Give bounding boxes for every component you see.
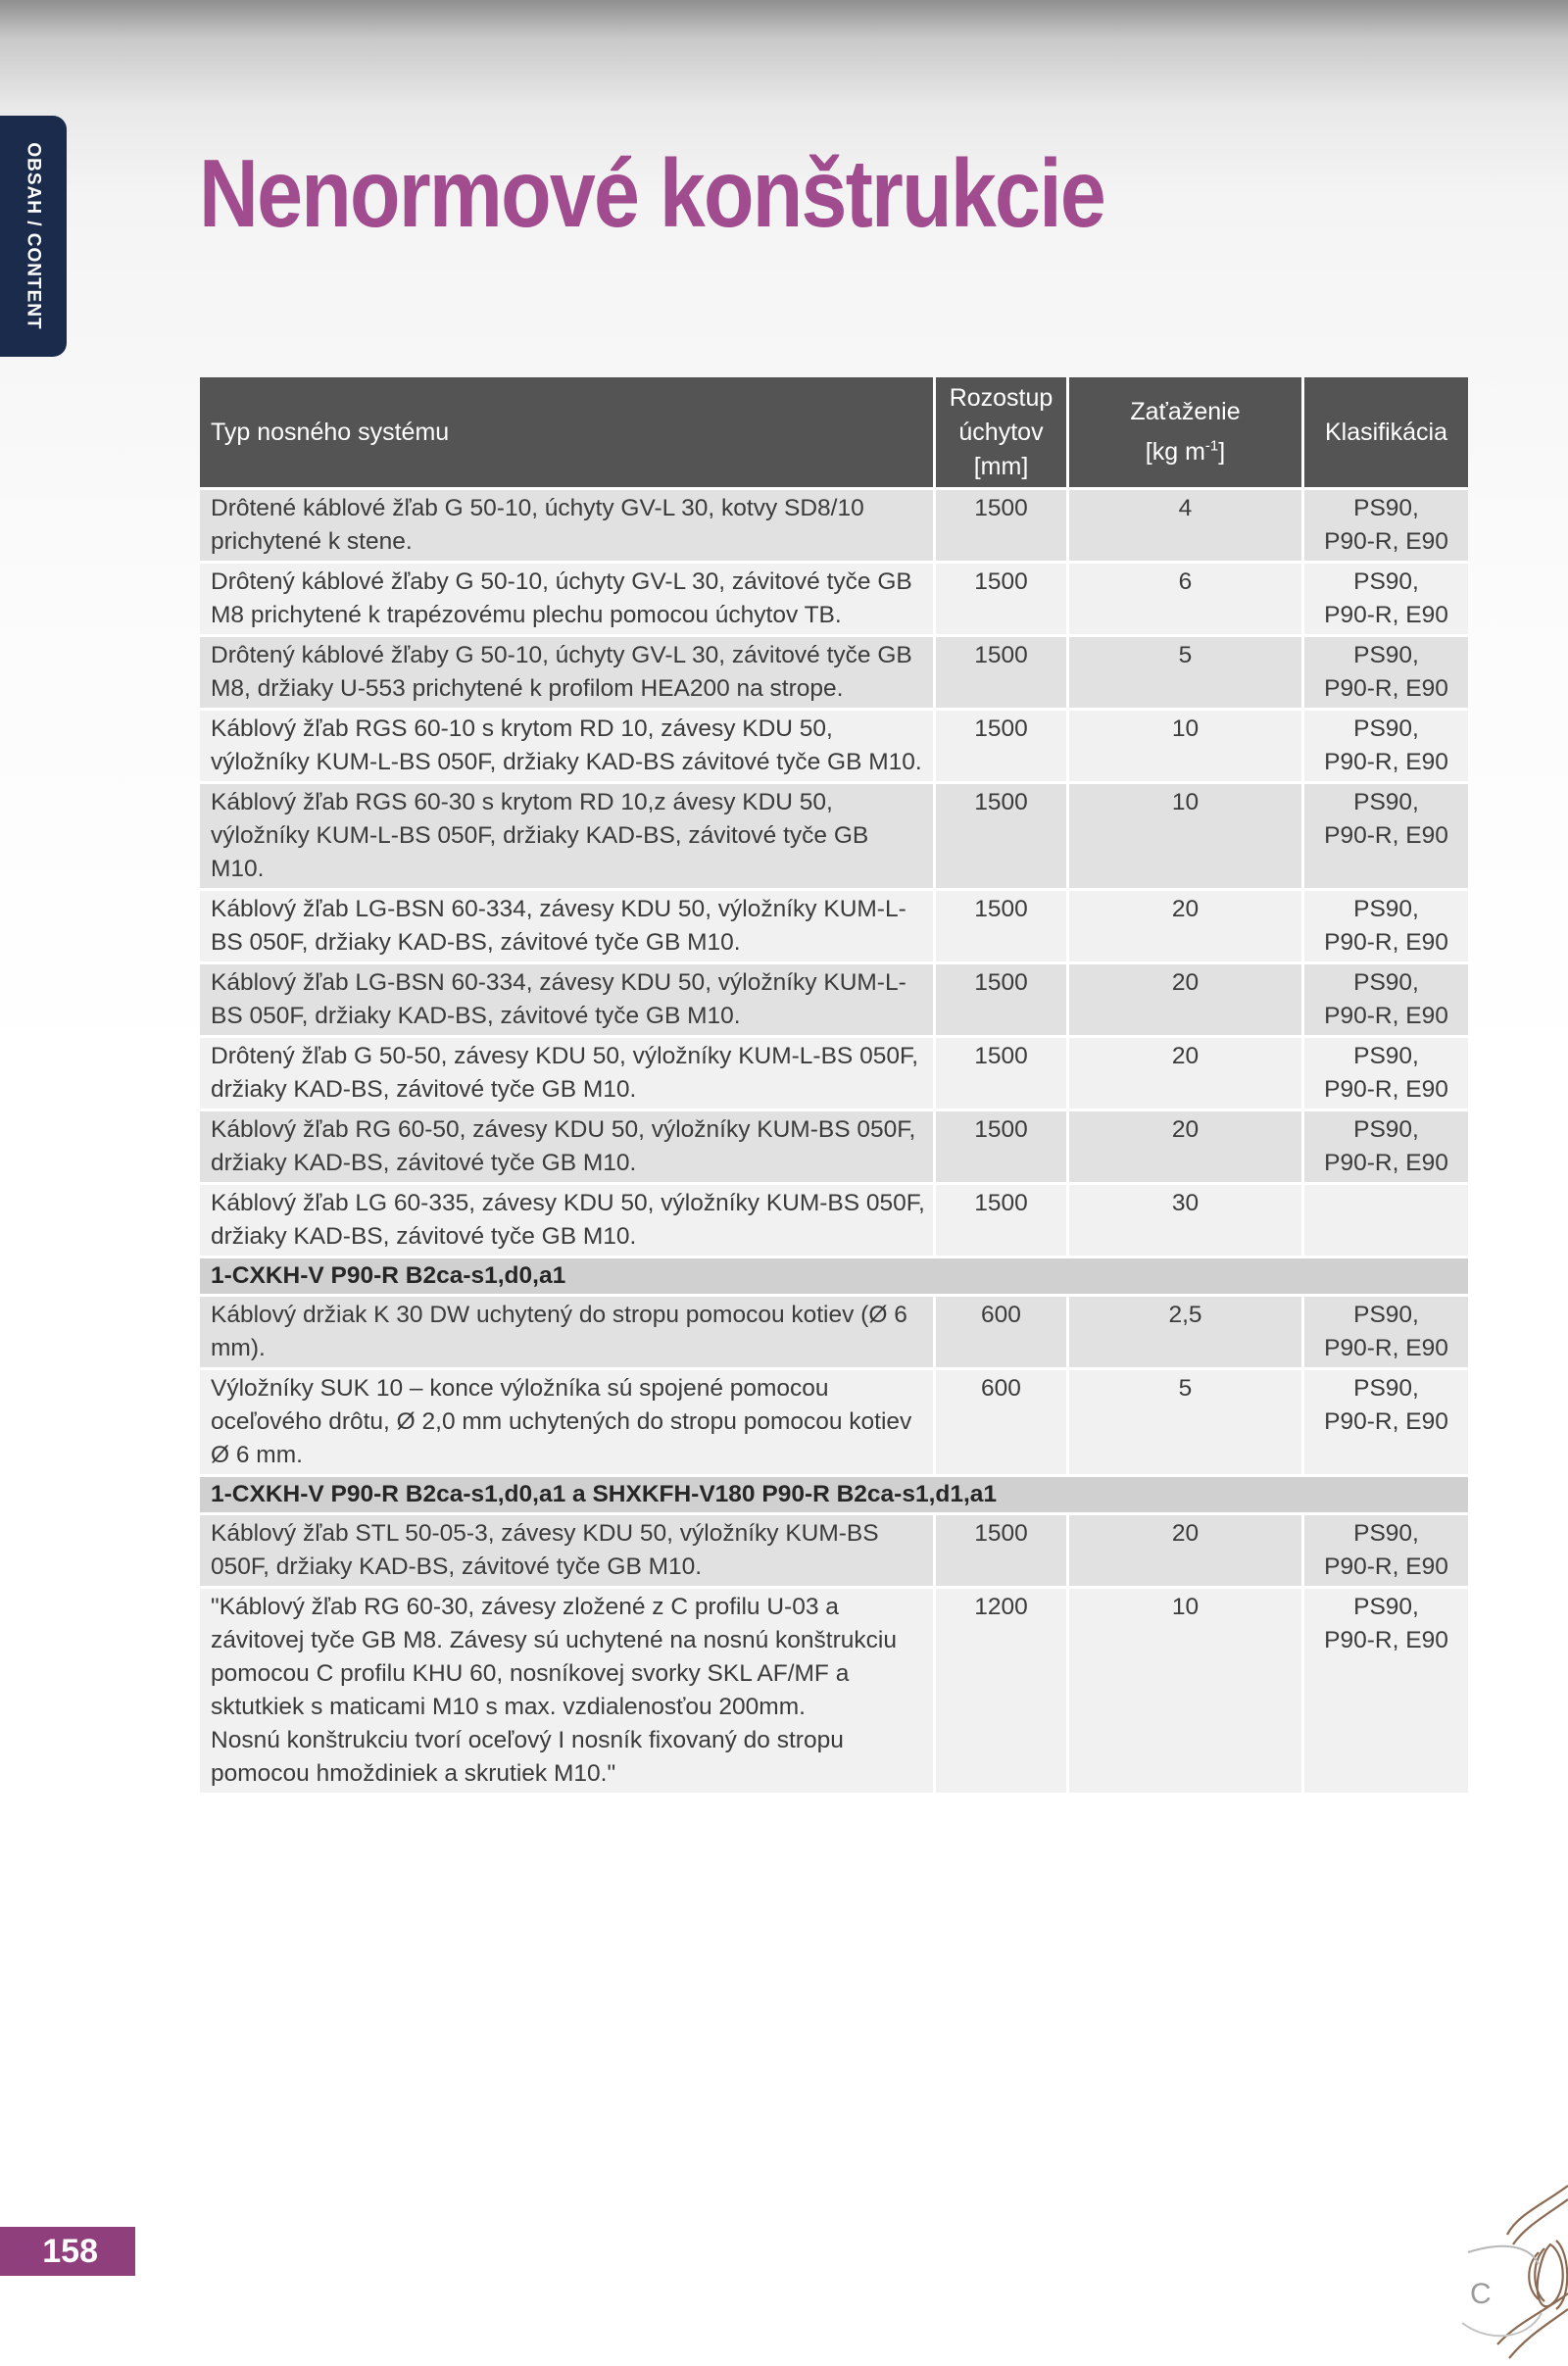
cell-spacing: 1500 <box>936 487 1069 561</box>
cable-coil-outline-icon <box>1468 2246 1539 2264</box>
cell-spacing: 1200 <box>936 1586 1069 1793</box>
table-row <box>200 1586 1468 1793</box>
cell-load: 10 <box>1069 708 1304 781</box>
cell-classification: PS90, P90-R, E90 <box>1304 961 1468 1035</box>
unit-exponent: -1 <box>1204 437 1219 455</box>
table-row <box>200 1512 1468 1586</box>
cell-classification: PS90, P90-R, E90 <box>1304 888 1468 961</box>
cell-load: 5 <box>1069 634 1304 708</box>
table-row <box>200 487 1468 561</box>
cable-coil-graphic <box>1448 2176 1568 2366</box>
cell-classification: PS90, P90-R, E90 <box>1304 1512 1468 1586</box>
cell-description: Drôtený káblové žľaby G 50-10, úchyty GV-L 30, závitové tyče GB M8 prichytené k trapézovému plechu pomocou úchytov TB. <box>200 561 936 634</box>
table-row <box>200 1294 1468 1367</box>
cell-description: Výložníky SUK 10 – konce výložníka sú spojené pomocou oceľového drôtu, Ø 2,0 mm uchytených do stropu pomocou kotiev Ø 6 mm. <box>200 1367 936 1474</box>
cell-description: Káblový žľab LG 60-335, závesy KDU 50, výložníky KUM-BS 050F, držiaky KAD-BS, závitové tyče GB M10. <box>200 1182 936 1256</box>
cell-spacing: 1500 <box>936 1109 1069 1182</box>
cell-load: 20 <box>1069 1512 1304 1586</box>
cell-load: 2,5 <box>1069 1294 1304 1367</box>
table-row <box>200 1367 1468 1474</box>
cell-spacing: 1500 <box>936 1512 1069 1586</box>
cell-classification: PS90, P90-R, E90 <box>1304 708 1468 781</box>
cell-description: Káblový žľab RG 60-50, závesy KDU 50, výložníky KUM-BS 050F, držiaky KAD-BS, závitové tyče GB M10. <box>200 1109 936 1182</box>
cell-description: Káblový žľab STL 50-05-3, závesy KDU 50, výložníky KUM-BS 050F, držiaky KAD-BS, závitové tyče GB M10. <box>200 1512 936 1586</box>
systems-table <box>200 377 1468 1793</box>
cell-spacing: 1500 <box>936 888 1069 961</box>
cell-spacing: 600 <box>936 1294 1069 1367</box>
section-row <box>200 1256 1468 1294</box>
cable-coil-icon <box>1497 2186 1568 2358</box>
table-row <box>200 634 1468 708</box>
cell-classification: PS90, P90-R, E90 <box>1304 781 1468 888</box>
cell-classification: PS90, P90-R, E90 <box>1304 1109 1468 1182</box>
cell-spacing: 600 <box>936 1367 1069 1474</box>
table-row <box>200 708 1468 781</box>
header-type: Typ nosného systému <box>200 377 936 487</box>
cell-description: Káblový žľab RGS 60-30 s krytom RD 10,z ávesy KDU 50, výložníky KUM-L-BS 050F, držiaky KAD-BS, závitové tyče GB M10. <box>200 781 936 888</box>
cell-classification: PS90, P90-R, E90 <box>1304 487 1468 561</box>
cell-load: 20 <box>1069 1035 1304 1109</box>
header-spacing: Rozostup úchytov [mm] <box>936 377 1069 487</box>
cell-description: Káblový žľab RGS 60-10 s krytom RD 10, závesy KDU 50, výložníky KUM-L-BS 050F, držiaky KAD-BS závitové tyče GB M10. <box>200 708 936 781</box>
table-row <box>200 961 1468 1035</box>
cell-classification: PS90, P90-R, E90 <box>1304 1294 1468 1367</box>
section-heading: 1-CXKH-V P90-R B2ca-s1,d0,a1 <box>200 1256 1468 1294</box>
cell-spacing: 1500 <box>936 708 1069 781</box>
cell-description: Drôtené káblové žľab G 50-10, úchyty GV-L 30, kotvy SD8/10 prichytené k stene. <box>200 487 936 561</box>
cell-classification: PS90, P90-R, E90 <box>1304 561 1468 634</box>
cell-classification: PS90, P90-R, E90 <box>1304 1367 1468 1474</box>
cell-spacing: 1500 <box>936 561 1069 634</box>
cell-description: Káblový žľab LG-BSN 60-334, závesy KDU 50, výložníky KUM-L-BS 050F, držiaky KAD-BS, závitové tyče GB M10. <box>200 888 936 961</box>
table-body <box>200 487 1468 1793</box>
cell-description: Drôtený žľab G 50-50, závesy KDU 50, výložníky KUM-L-BS 050F, držiaky KAD-BS, závitové tyče GB M10. <box>200 1035 936 1109</box>
table-row <box>200 1109 1468 1182</box>
page-number: 158 <box>0 2227 135 2276</box>
cell-spacing: 1500 <box>936 961 1069 1035</box>
cell-load: 10 <box>1069 1586 1304 1793</box>
cell-description: Drôtený káblové žľaby G 50-10, úchyty GV-L 30, závitové tyče GB M8, držiaky U-553 prichytené k profilom HEA200 na strope. <box>200 634 936 708</box>
cell-spacing: 1500 <box>936 1035 1069 1109</box>
cell-load: 6 <box>1069 561 1304 634</box>
cell-description: Káblový držiak K 30 DW uchytený do stropu pomocou kotiev (Ø 6 mm). <box>200 1294 936 1367</box>
cell-load: 30 <box>1069 1182 1304 1256</box>
section-row <box>200 1474 1468 1512</box>
cell-load: 4 <box>1069 487 1304 561</box>
table-header-row <box>200 377 1468 487</box>
cell-load: 20 <box>1069 961 1304 1035</box>
section-heading: 1-CXKH-V P90-R B2ca-s1,d0,a1 a SHXKFH-V180 P90-R B2ca-s1,d1,a1 <box>200 1474 1468 1512</box>
cell-classification: PS90, P90-R, E90 <box>1304 634 1468 708</box>
cell-load: 20 <box>1069 888 1304 961</box>
cell-spacing: 1500 <box>936 634 1069 708</box>
cell-classification <box>1304 1182 1468 1256</box>
cell-load: 20 <box>1069 1109 1304 1182</box>
side-tab-label: OBSAH / CONTENT <box>24 142 44 330</box>
table-row <box>200 781 1468 888</box>
header-load <box>1069 377 1304 487</box>
cell-spacing: 1500 <box>936 1182 1069 1256</box>
cell-spacing: 1500 <box>936 781 1069 888</box>
coil-letter: C <box>1470 2278 1492 2310</box>
cell-load: 5 <box>1069 1367 1304 1474</box>
table-row <box>200 888 1468 961</box>
table-row <box>200 1182 1468 1256</box>
side-tab-content[interactable] <box>0 116 67 357</box>
table-row <box>200 1035 1468 1109</box>
cell-load: 10 <box>1069 781 1304 888</box>
cell-description: "Káblový žľab RG 60-30, závesy zložené z C profilu U-03 a závitovej tyče GB M8. Závesy sú uchytené na nosnú konštrukciu pomocou C profilu KHU 60, nosníkovej svorky SKL AF/MF a sktutkiek s maticami M10 s max. vzdialenosťou 200mm. Nosnú konštrukciu tvorí oceľový I nosník fixovaný do stropu pomocou hmoždiniek a skrutiek M10." <box>200 1586 936 1793</box>
table-row <box>200 561 1468 634</box>
header-classification: Klasifikácia <box>1304 377 1468 487</box>
header-load-label: Zaťaženie [kg $m^{-1}$] <box>1130 397 1241 467</box>
cell-description: Káblový žľab LG-BSN 60-334, závesy KDU 50, výložníky KUM-L-BS 050F, držiaky KAD-BS, závitové tyče GB M10. <box>200 961 936 1035</box>
cell-classification: PS90, P90-R, E90 <box>1304 1586 1468 1793</box>
cell-classification: PS90, P90-R, E90 <box>1304 1035 1468 1109</box>
page-title: Nenormové konštrukcie <box>199 139 1105 247</box>
